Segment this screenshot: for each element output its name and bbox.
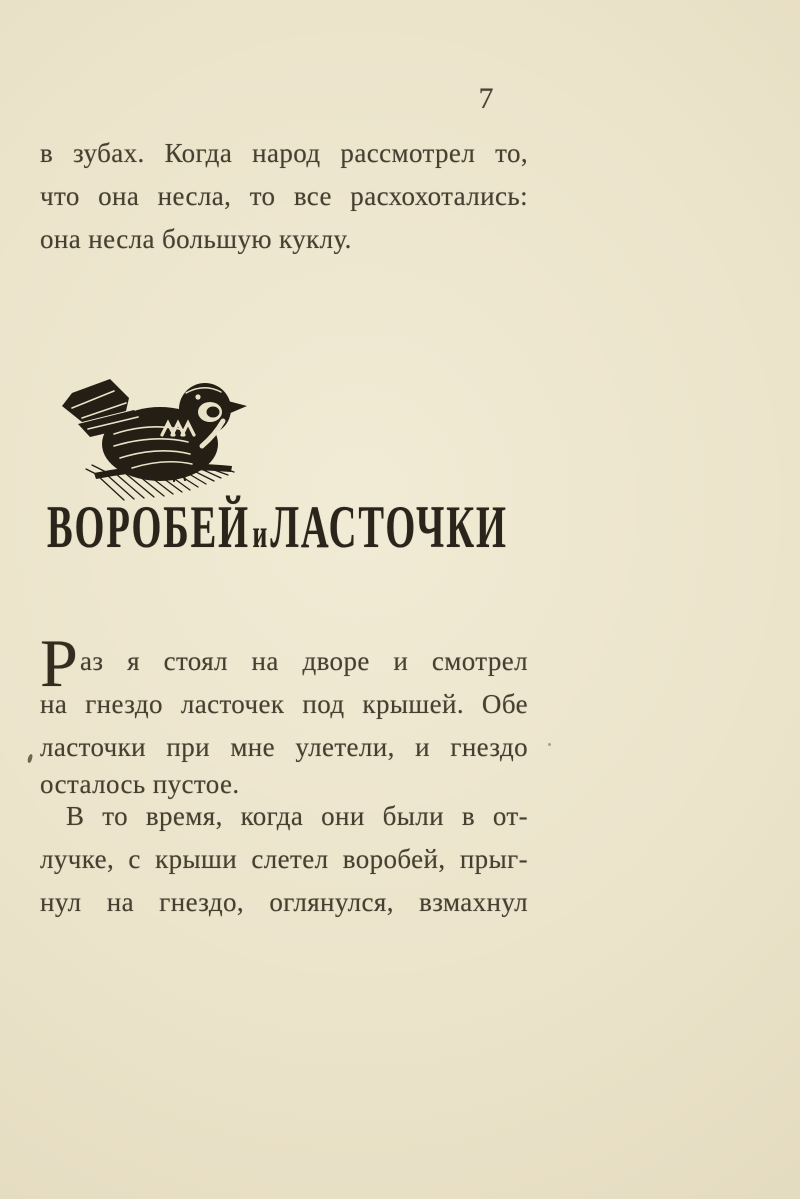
- story-title: [47, 494, 508, 560]
- title-conjunction: и: [252, 511, 268, 556]
- title-word-1: ВОРОБЕЙ: [47, 494, 250, 560]
- text-line-with-dropcap: [40, 625, 528, 701]
- text-line: в зубах. Когда народ рассмотрел то,: [40, 138, 528, 168]
- text-line: ласточки при мне улетели, и гнездо: [40, 732, 528, 762]
- text-line: она несла большую куклу.: [40, 224, 352, 254]
- sparrow-woodcut-illustration: [58, 372, 248, 507]
- text-line: осталось пустое.: [40, 769, 240, 799]
- text-line: лучке, с крыши слетел воробей, прыг-: [40, 844, 528, 874]
- ink-speck: [27, 754, 33, 764]
- title-word-2: ЛАСТОЧКИ: [270, 494, 508, 560]
- text-line: на гнездо ласточек под крышей. Обе: [40, 689, 528, 719]
- drop-cap-initial: Р: [40, 625, 78, 701]
- text-line: аз я стоял на дворе и смотрел: [80, 646, 528, 676]
- ink-speck: [548, 743, 551, 746]
- page-number: 7: [478, 82, 494, 115]
- text-line: что она несла, то все расхохотались:: [40, 181, 528, 211]
- text-line: нул на гнездо, оглянулся, взмахнул: [40, 887, 528, 917]
- text-line: В то время, когда они были в от-: [66, 801, 528, 831]
